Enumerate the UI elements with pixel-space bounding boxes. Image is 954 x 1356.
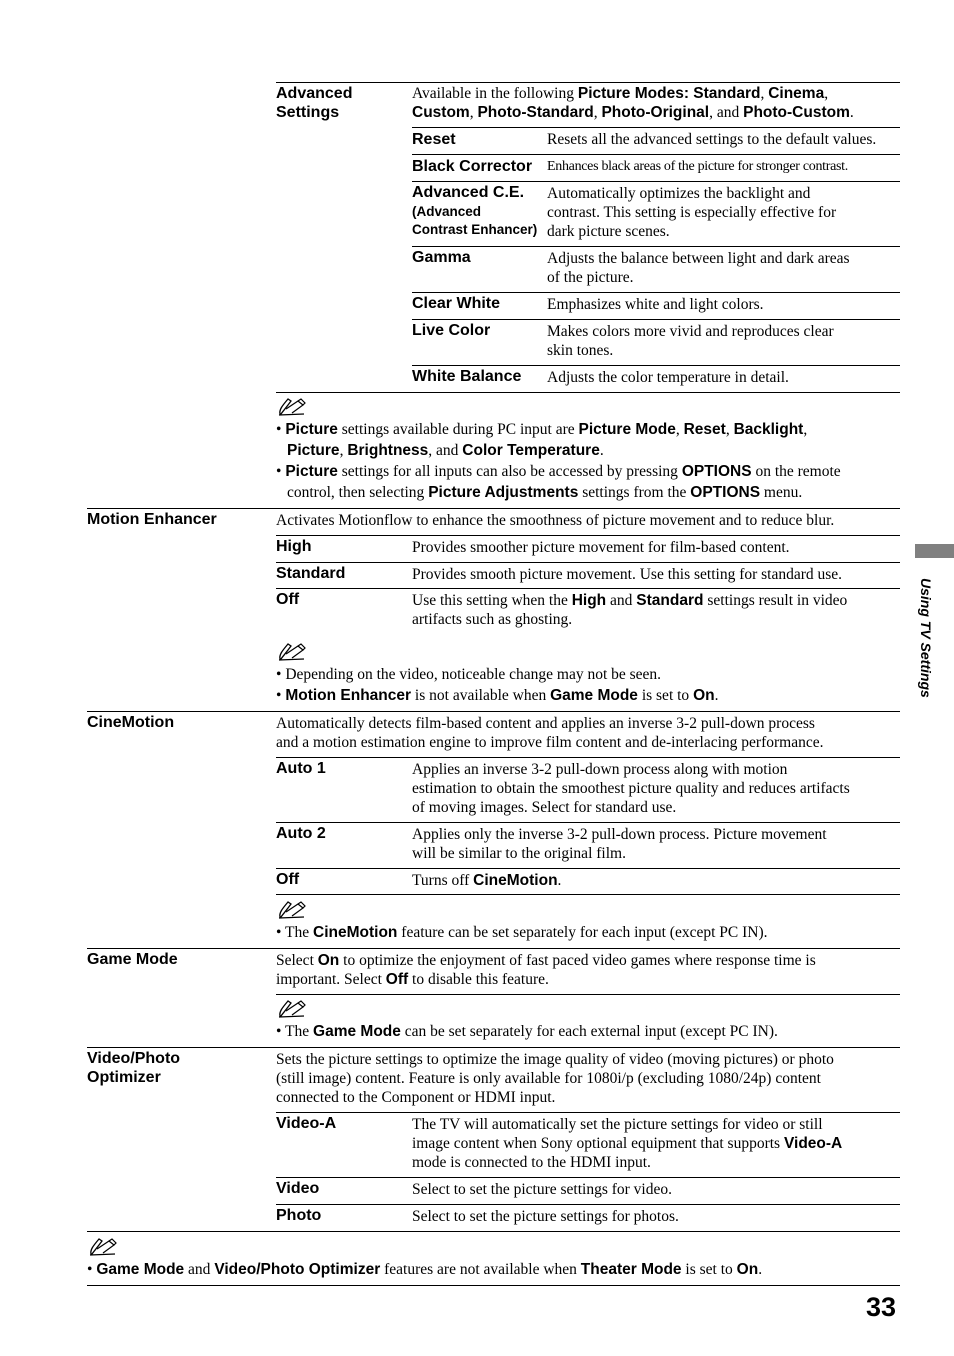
motion-enhancer-label: Motion Enhancer bbox=[87, 511, 217, 528]
cine-note: • The CineMotion feature can be set separately for each input (except PC IN). bbox=[276, 924, 768, 941]
advanced-note-2-cont: control, then selecting Picture Adjustments settings from the OPTIONS menu. bbox=[287, 484, 803, 501]
rule bbox=[412, 292, 900, 293]
cine-auto2-label: Auto 2 bbox=[276, 825, 326, 842]
reset-label: Reset bbox=[412, 131, 456, 148]
motion-enhancer-intro: Activates Motionflow to enhance the smoothness of picture movement and to reduce blur. bbox=[276, 512, 835, 529]
video-desc: Select to set the picture settings for video. bbox=[412, 1181, 672, 1198]
live-color-desc: Makes colors more vivid and reproduces clear skin tones. bbox=[547, 323, 834, 359]
rule bbox=[412, 127, 900, 128]
live-color-label: Live Color bbox=[412, 322, 491, 339]
optimizer-intro: Sets the picture settings to optimize the image quality of video (moving pictures) or photo (still image) content. Feature is only available for 1080i/p (excluding 1080/24p) content connected to the Component or HDMI input. bbox=[276, 1051, 834, 1106]
video-label: Video bbox=[276, 1180, 320, 1197]
rule bbox=[276, 588, 900, 589]
rule bbox=[87, 1047, 900, 1048]
video-a-desc: The TV will automatically set the picture settings for video or still image content when Sony optional equipment that supports Video-A mode is connected to the HDMI input. bbox=[412, 1116, 843, 1171]
motion-off-desc: Use this setting when the High and Standard settings result in video artifacts such as ghosting. bbox=[412, 592, 848, 628]
rule bbox=[276, 82, 900, 83]
note-pencil-icon bbox=[276, 998, 306, 1018]
motion-standard-desc: Provides smooth picture movement. Use this setting for standard use. bbox=[412, 566, 843, 583]
rule bbox=[412, 154, 900, 155]
rule bbox=[87, 1285, 900, 1286]
rule bbox=[87, 508, 900, 509]
rule bbox=[276, 1177, 900, 1178]
gamma-desc: Adjusts the balance between light and dark areas of the picture. bbox=[547, 250, 850, 286]
rule bbox=[276, 868, 900, 869]
clear-white-desc: Emphasizes white and light colors. bbox=[547, 296, 764, 313]
rule bbox=[87, 948, 900, 949]
note-pencil-icon bbox=[87, 1236, 117, 1256]
rule bbox=[412, 365, 900, 366]
rule bbox=[276, 822, 900, 823]
rule bbox=[276, 894, 900, 895]
optimizer-label: Video/Photo Optimizer bbox=[87, 1050, 181, 1086]
note-pencil-icon bbox=[276, 641, 306, 661]
cinemotion-label: CineMotion bbox=[87, 714, 175, 731]
reset-desc: Resets all the advanced settings to the default values. bbox=[547, 131, 877, 148]
gamma-label: Gamma bbox=[412, 249, 471, 266]
advanced-note-2: • Picture settings for all inputs can also be accessed by pressing OPTIONS on the remote bbox=[276, 463, 841, 480]
cine-auto1-desc: Applies an inverse 3-2 pull-down process along with motion estimation to obtain the smoothest picture quality and reduces artifacts of moving images. Select for standard use. bbox=[412, 761, 850, 816]
note-pencil-icon bbox=[276, 899, 306, 919]
page-number: 33 bbox=[866, 1292, 897, 1322]
black-corrector-label: Black Corrector bbox=[412, 158, 533, 175]
advanced-settings-label: Advanced Settings bbox=[276, 85, 353, 121]
side-section-label: Using TV Settings bbox=[918, 578, 934, 698]
rule bbox=[276, 994, 900, 995]
black-corrector-desc: Enhances black areas of the picture for stronger contrast. bbox=[547, 159, 848, 174]
game-note: • The Game Mode can be set separately for each external input (except PC IN). bbox=[276, 1023, 778, 1040]
photo-desc: Select to set the picture settings for photos. bbox=[412, 1208, 679, 1225]
rule bbox=[412, 181, 900, 182]
rule bbox=[276, 757, 900, 758]
advanced-intro: Available in the following Picture Modes: Standard, Cinema, Custom, Photo-Standard, Photo-Original, and Photo-Custom. bbox=[412, 85, 854, 121]
motion-high-desc: Provides smoother picture movement for film-based content. bbox=[412, 539, 790, 556]
advanced-ce-label: Advanced C.E. bbox=[412, 184, 525, 201]
advanced-ce-sublabel: (Advanced Contrast Enhancer) bbox=[412, 204, 538, 237]
white-balance-desc: Adjusts the color temperature in detail. bbox=[547, 369, 789, 386]
rule bbox=[276, 1112, 900, 1113]
rule bbox=[276, 392, 900, 393]
video-a-label: Video-A bbox=[276, 1115, 337, 1132]
motion-off-label: Off bbox=[276, 591, 300, 608]
section-tab-marker bbox=[915, 544, 954, 558]
game-mode-desc: Select On to optimize the enjoyment of fast paced video games where response time is important. Select Off to disable this feature. bbox=[276, 952, 816, 988]
advanced-ce-desc: Automatically optimizes the backlight and contrast. This setting is especially effective for dark picture scenes. bbox=[547, 185, 837, 240]
rule bbox=[412, 319, 900, 320]
advanced-note-1: • Picture settings available during PC input are Picture Mode, Reset, Backlight, bbox=[276, 421, 808, 438]
clear-white-label: Clear White bbox=[412, 295, 501, 312]
motion-high-label: High bbox=[276, 538, 312, 555]
rule bbox=[87, 1231, 900, 1232]
cine-off-desc: Turns off CineMotion. bbox=[412, 872, 562, 889]
rule bbox=[276, 1204, 900, 1205]
game-mode-label: Game Mode bbox=[87, 951, 178, 968]
motion-note-1: • Depending on the video, noticeable change may not be seen. bbox=[276, 666, 662, 683]
rule bbox=[276, 562, 900, 563]
cine-auto1-label: Auto 1 bbox=[276, 760, 326, 777]
cine-off-label: Off bbox=[276, 871, 300, 888]
white-balance-label: White Balance bbox=[412, 368, 522, 385]
rule bbox=[276, 535, 900, 536]
footer-note: • Game Mode and Video/Photo Optimizer features are not available when Theater Mode is set to On. bbox=[87, 1261, 763, 1278]
cinemotion-intro: Automatically detects film-based content and applies an inverse 3-2 pull-down process and a motion estimation engine to improve film content and de-interlacing performance. bbox=[276, 715, 824, 751]
advanced-note-1-cont: Picture, Brightness, and Color Temperature. bbox=[287, 442, 604, 459]
photo-label: Photo bbox=[276, 1207, 322, 1224]
motion-note-2: • Motion Enhancer is not available when Game Mode is set to On. bbox=[276, 687, 719, 704]
cine-auto2-desc: Applies only the inverse 3-2 pull-down process. Picture movement will be similar to the original film. bbox=[412, 826, 827, 862]
note-pencil-icon bbox=[276, 396, 306, 416]
rule bbox=[87, 711, 900, 712]
rule bbox=[412, 246, 900, 247]
motion-standard-label: Standard bbox=[276, 565, 346, 582]
